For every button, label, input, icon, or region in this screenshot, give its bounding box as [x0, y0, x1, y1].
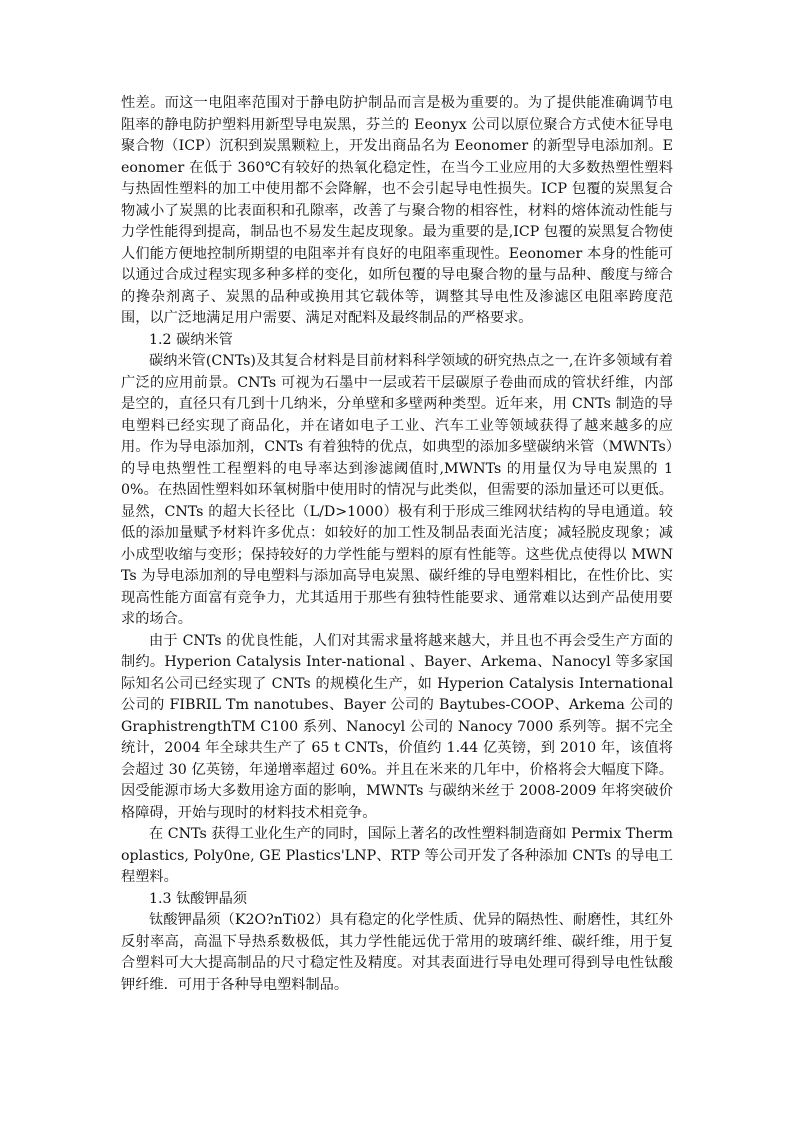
document-page [121, 93, 673, 996]
paragraph-potassium-titanate: 钛酸钾晶须（K2O?nTi02）具有稳定的化学性质、优异的隔热性、耐磨性，其红外反射率高，高温下导热系数极低，其力学性能远优于常用的玻璃纤维、碳纤维，用于复合塑料可大大提高制品的尺寸稳定性及精度。对其表面进行导电处理可得到导电性钛酸钾纤维．可用于各种导电塑料制品。 [121, 912, 673, 993]
paragraph-cnt-manufacturers: 在 CNTs 获得工业化生产的同时，国际上著名的改性塑料制造商如 Permix Thermoplastics, Poly0ne, GE Plastics'LNP、RTP 等公司开发了各种添加 CNTs 的导电工程塑料。 [121, 826, 673, 885]
paragraph-cnt-overview: 碳纳米管(CNTs)及其复合材料是目前材料科学领域的研究热点之一,在许多领域有着广泛的应用前景。CNTs 可视为石墨中一层或若干层碳原子卷曲而成的管状纤维，内部是空的，直径只有几到十几纳米，分单壁和多壁两种类型。近年来，用 CNTs 制造的导电塑料已经实现了商品化，并在诸如电子工业、汽车工业等领域获得了越来越多的应用。作为导电添加剂，CNTs 有着独特的优点，如典型的添加多壁碳纳米管（MWNTs）的导电热塑性工程塑料的电导率达到渗滤阈值时,MWNTs 的用量仅为导电炭黑的 10%。在热固性塑料如环氧树脂中使用时的情况与此类似，但需要的添加量还可以更低。显然，CNTs 的超大长径比（L/D>1000）极有利于形成三维网状结构的导电通道。较低的添加量赋予材料许多优点：如较好的加工性及制品表面光洁度；减轻脱皮现象；减小成型收缩与变形；保持较好的力学性能与塑料的原有性能等。这些优点使得以 MWNTs 为导电添加剂的导电塑料与添加高导电炭黑、碳纤维的导电塑料相比，在性价比、实现高性能方面富有竞争力，尤其适用于那些有独特性能要求、通常难以达到产品使用要求的场合。 [121, 353, 673, 627]
paragraph-intro: 性差。而这一电阻率范围对于静电防护制品而言是极为重要的。为了提供能准确调节电阻率的静电防护塑料用新型导电炭黑，芬兰的 Eeonyx 公司以原位聚合方式使木征导电聚合物（ICP）沉积到炭黑颗粒上，开发出商品名为 Eeonomer 的新型导电添加剂。Eeonomer 在低于 360℃有较好的热氧化稳定性，在当今工业应用的大多数热塑性塑料与热固性塑料的加工中使用都不会降解，也不会引起导电性损失。ICP 包覆的炭黑复合物减小了炭黑的比表面积和孔隙率，改善了与聚合物的相容性，材料的熔体流动性能与力学性能得到提高，制品也不易发生起皮现象。最为重要的是,ICP 包覆的炭黑复合物使人们能方便地控制所期望的电阻率并有良好的电阻率重现性。Eeonomer 本身的性能可以通过合成过程实现多种多样的变化，如所包覆的导电聚合物的量与品种、酸度与缔合的搀杂剂离子、炭黑的品种或换用其它载体等，调整其导电性及渗滤区电阻率跨度范围，以广泛地满足用户需要、满足对配料及最终制品的严格要求。 [121, 95, 673, 326]
section-heading-carbon-nanotubes: 1.2 碳纳米管 [149, 331, 233, 348]
section-heading-potassium-titanate: 1.3 钛酸钾晶须 [149, 890, 248, 907]
paragraph-cnt-production: 由于 CNTs 的优良性能，人们对其需求量将越来越大，并且也不再会受生产方面的制约。Hyperion Catalysis Inter-national 、Bayer、Arkema、Nanocyl 等多家国际知名公司已经实现了 CNTs 的规模化生产，如 Hyperion Catalysis International 公司的 FIBRIL Tm nanotubes、Bayer 公司的 Baytubes-COOP、Arkema 公司的 GraphistrengthTM C100 系列、Nanocyl 公司的 Nanocy 7000 系列等。据不完全统计，2004 年全球共生产了 65 t CNTs，价值约 1.44 亿英镑，到 2010 年，该值将会超过 30 亿英镑，年递增率超过 60%。并且在米来的几年中，价格将会大幅度下降。因受能源市场大多数用途方面的影响，MWNTs 与碳纳米丝于 2008-2009 年将突破价格障碍，开始与现时的材料技术相竞争。 [121, 632, 673, 821]
